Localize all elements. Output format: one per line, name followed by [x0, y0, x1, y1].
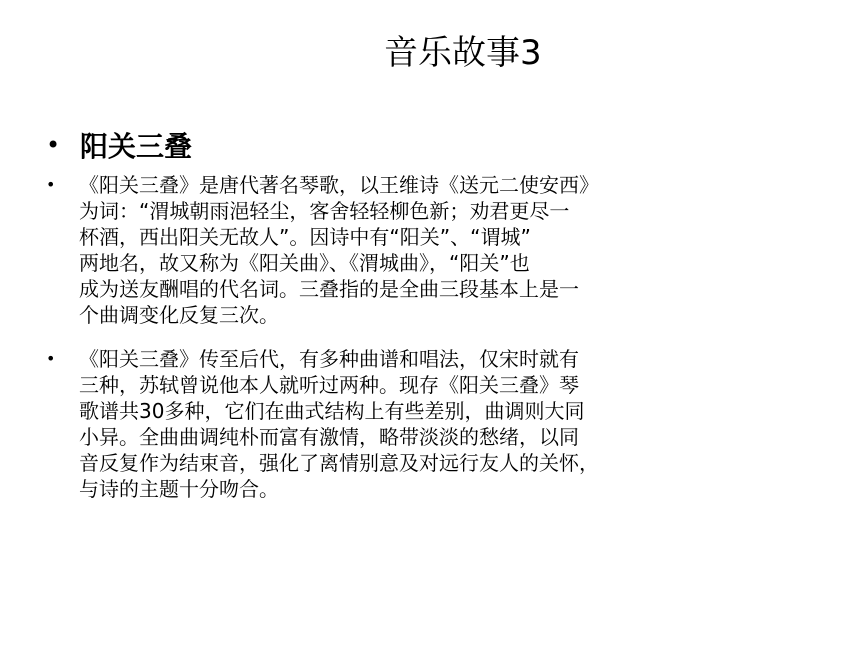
paragraph-line: 三种，苏轼曾说他本人就听过两种。现存《阳关三叠》琴: [79, 373, 579, 397]
section-heading: [46, 125, 192, 165]
paragraph-line: 杯酒，西出阳关无故人”。因诗中有“阳关”、“谓城”: [79, 225, 531, 249]
bullet-marker: •: [46, 131, 61, 159]
paragraph-line: 音反复作为结束音，强化了离情别意及对远行友人的关怀，: [79, 451, 599, 475]
heading-text: 阳关三叠: [80, 130, 193, 163]
paragraph: [46, 172, 696, 328]
paragraph-line: 个曲调变化反复三次。: [79, 303, 279, 327]
paragraph-line: 两地名，故又称为《阳关曲》、《渭城曲》，“阳关”也: [79, 251, 530, 275]
paragraph-line: 歌谱共30多种，它们在曲式结构上有些差别，曲调则大同: [79, 399, 585, 423]
paragraph-line: 为词：“渭城朝雨浥轻尘，客舍轻轻柳色新；劝君更尽一: [79, 199, 570, 223]
bullet-marker: •: [46, 349, 56, 368]
slide-title: 音乐故事3: [384, 33, 542, 73]
paragraph-line: 成为送友酬唱的代名词。三叠指的是全曲三段基本上是一: [79, 277, 579, 301]
paragraph-line: 《阳关三叠》是唐代著名琴歌，以王维诗《送元二使安西》: [79, 173, 599, 197]
paragraph: [46, 346, 696, 502]
paragraph-line: 小异。全曲曲调纯朴而富有激情，略带淡淡的愁绪，以同: [79, 425, 579, 449]
paragraph-line: 与诗的主题十分吻合。: [79, 477, 279, 501]
paragraph-line: 《阳关三叠》传至后代，有多种曲谱和唱法，仅宋时就有: [79, 347, 579, 371]
bullet-marker: •: [46, 175, 56, 194]
